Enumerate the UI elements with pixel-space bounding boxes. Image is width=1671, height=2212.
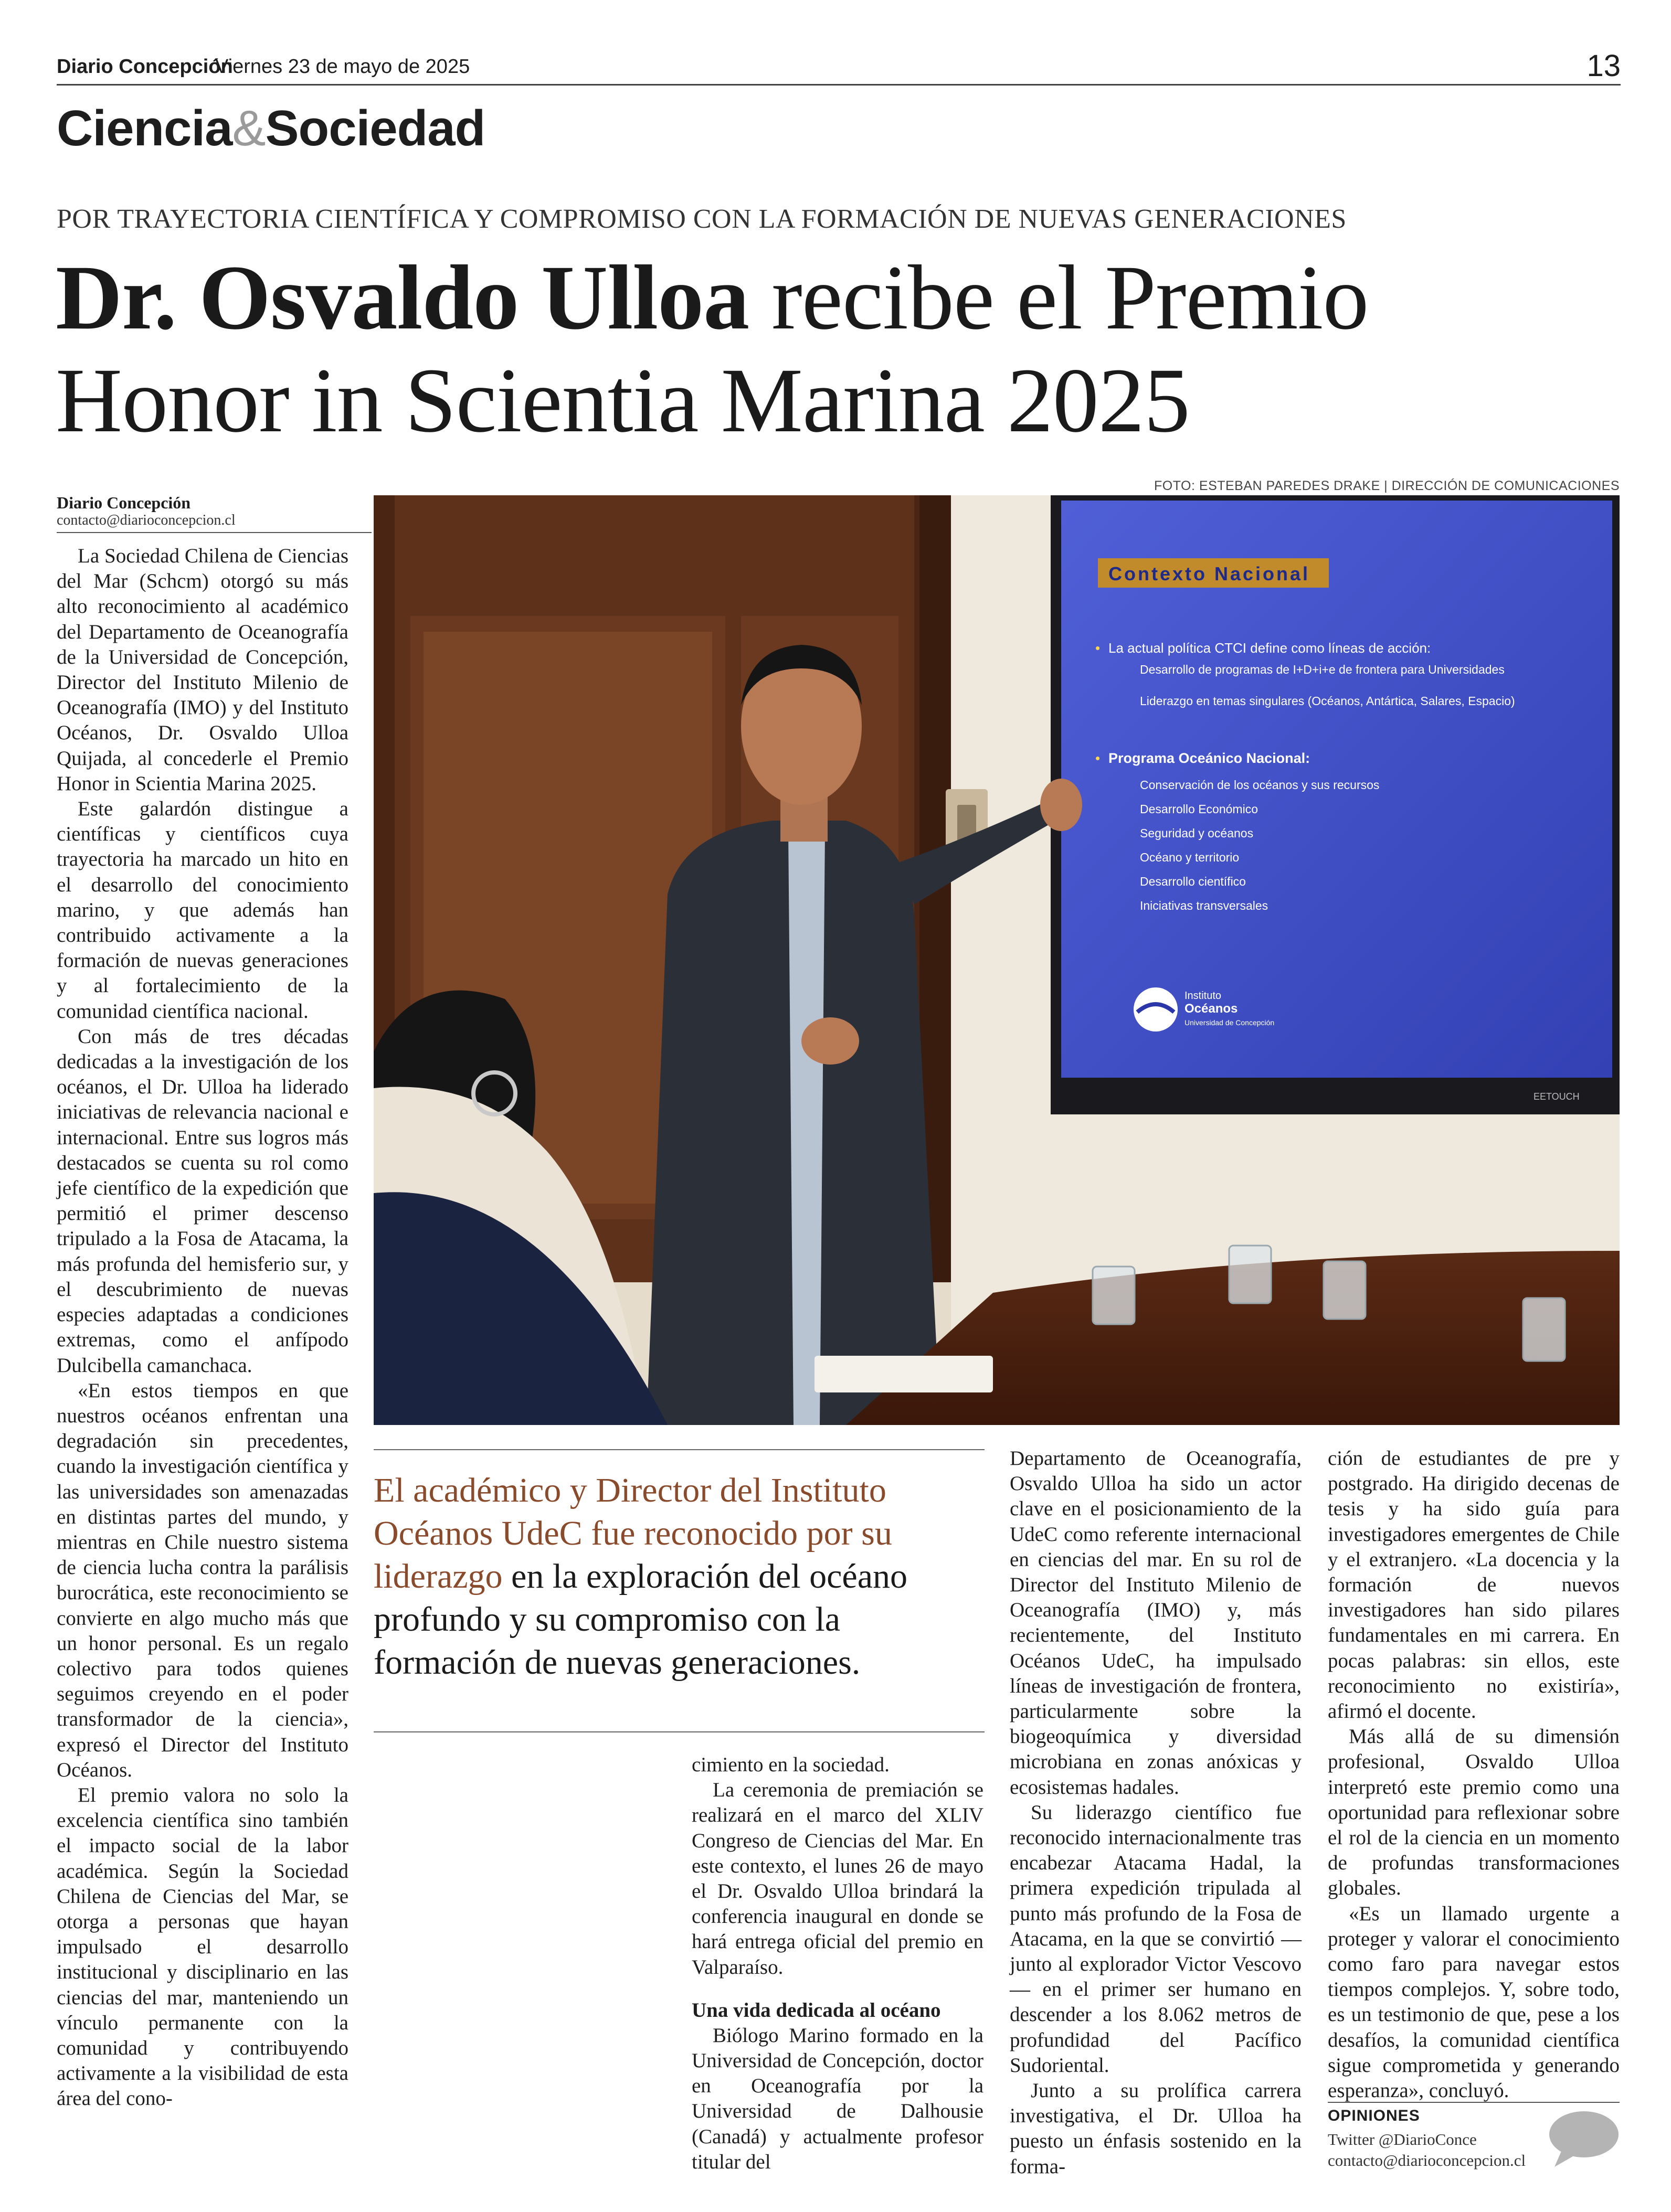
notebook (815, 1356, 993, 1392)
paragraph: Biólogo Marino formado en la Universidad de Concepción, doctor en Oceanografía por la Universidad de Dalhousie (Canadá) y actualmente profesor titular del (692, 2024, 983, 2173)
paragraph: «En estos tiempos en que nuestros océanos enfrentan una degradación sin precedentes, cuando la investigación científica y las universidades son amenazadas en distintas partes del mundo, y mientras en Chile nuestro sistema de ciencia lucha contra la parálisis burocrática, este reconocimiento se convierte en algo mucho más que un honor personal. Es un regalo colectivo para todos quienes seguimos creyendo en el poder transformador de la ciencia», expresó el Director del Instituto Océanos. (57, 1379, 348, 1781)
pullquote-highlight: El académico y Director del Instituto Océanos UdeC fue reconocido por su liderazgo (374, 1471, 892, 1596)
slide-intro: La actual política CTCI define como líneas de acción: (1108, 640, 1431, 656)
subheading: Una vida dedicada al océano (692, 1998, 941, 2022)
paragraph: La ceremonia de premiación se realizará en el marco del XLIV Congreso de Ciencias del Mar. En este contexto, el lunes 26 de mayo el Dr. Osvaldo Ulloa brindará la conferencia inaugural en donde se hará entrega oficial del premio en Valparaíso. (692, 1779, 983, 1979)
screen-brand: EETOUCH (1533, 1091, 1580, 1102)
body-column-1 (57, 544, 348, 2112)
article-kicker: POR TRAYECTORIA CIENTÍFICA Y COMPROMISO CON LA FORMACIÓN DE NUEVAS GENERACIONES (57, 204, 1347, 234)
page-number: 13 (1587, 49, 1621, 83)
body-column-4 (1328, 1446, 1620, 2103)
slide-program: Programa Oceánico Nacional: (1108, 750, 1310, 766)
article-headline (56, 247, 1604, 452)
paragraph: Departamento de Oceanografía, Osvaldo Ulloa ha sido un actor clave en el posicionamiento de la UdeC como referente internacional en ciencias del mar. En su rol de Director del Instituto Milenio de Oceanografía (IMO) y, más recientemente, del Instituto Océanos UdeC, ha impulsado líneas de investigación de frontera, particularmente sobre la biogeoquímica y diversidad microbiana en zonas anóxicas y ecosistemas hadales. (1010, 1447, 1302, 1799)
byline-email: contacto@diarioconcepcion.cl (57, 512, 236, 528)
section-label-amp: & (232, 100, 266, 156)
svg-text:•: • (1095, 640, 1101, 656)
issue-date: Viernes 23 de mayo de 2025 (215, 56, 470, 78)
paragraph: El premio valora no solo la excelencia científica sino también el impacto social de la labor académica. Según la Sociedad Chilena de Ciencias del Mar, se otorga a personas que hayan impulsado el desarrollo institucional y disciplinario en las ciencias del mar, manteniendo un vínculo permanente con la comunidad y contribuyendo activamente a la visibilidad de esta área del cono- (57, 1783, 348, 2110)
logo-line: Universidad de Concepción (1184, 1018, 1275, 1027)
header-divider (57, 84, 1621, 86)
opinions-divider (1328, 2102, 1620, 2103)
paragraph: Su liderazgo científico fue reconocido internacionalmente tras encabezar Atacama Hadal, la primera expedición tripulada al punto más profundo de la Fosa de Atacama, en la que se convirtió —junto al explorador Victor Vescovo— en el primer ser humano en descender a los 8.062 metros de profundidad del Pacífico Sudoriental. (1010, 1801, 1302, 2077)
headline-rest: recibe el Premio Honor in Scientia Marina 2025 (56, 247, 1369, 452)
body-column-2 (692, 1752, 983, 2175)
paragraph: cimiento en la sociedad. (692, 1753, 890, 1776)
opinions-email[interactable]: contacto@diarioconcepcion.cl (1328, 2151, 1526, 2170)
slide-item: Desarrollo de programas de I+D+i+e de frontera para Universidades (1140, 663, 1505, 676)
body-column-3 (1010, 1446, 1302, 2179)
byline-divider (57, 532, 372, 533)
slide-item: Océano y territorio (1140, 850, 1240, 864)
section-label (57, 100, 485, 157)
slide-item: Seguridad y océanos (1140, 826, 1254, 840)
svg-text:•: • (1095, 750, 1101, 766)
slide-item: Iniciativas transversales (1140, 899, 1268, 912)
paragraph: Junto a su prolífica carrera investigativa, el Dr. Ulloa ha puesto un énfasis sostenido en la forma- (1010, 2079, 1302, 2178)
article-photo (374, 495, 1620, 1425)
byline-name: Diario Concepción (57, 493, 191, 512)
opinions-title: OPINIONES (1328, 2107, 1420, 2124)
speech-bubble-icon (1547, 2109, 1621, 2168)
section-label-b: Sociedad (265, 100, 485, 156)
slide-item: Liderazgo en temas singulares (Océanos, Antártica, Salares, Espacio) (1140, 694, 1515, 708)
newspaper-name: Diario Concepción (57, 56, 233, 78)
paragraph: Con más de tres décadas dedicadas a la investigación de los océanos, el Dr. Ulloa ha liderado iniciativas de relevancia nacional e internacional. Entre sus logros más destacados se cuenta su rol como jefe científico de la expedición que permitió el primer descenso tripulado a la Fosa de Atacama, la más profunda del hemisferio sur, y el descubrimiento de nuevas especies adaptadas a condiciones extremas, como el anfípodo Dulcibella camanchaca. (57, 1025, 348, 1377)
pullquote-rest: en la exploración del océano profundo y su compromiso con la formación de nuevas generaciones. (374, 1557, 908, 1682)
paragraph: «Es un llamado urgente a proteger y valorar el conocimiento como faro para navegar estos tiempos complejos. Y, sobre todo, es un testimonio de que, pese a los desafíos, la comunidad científica sigue comprometida y generando esperanza», concluyó. (1328, 1902, 1620, 2102)
photo-credit: FOTO: ESTEBAN PAREDES DRAKE | DIRECCIÓN DE COMUNICACIONES (1154, 478, 1620, 493)
paragraph: Este galardón distingue a científicas y científicos cuya trayectoria ha marcado un hito en el desarrollo del conocimiento marino, y que además han contribuido activamente a la formación de nuevas generaciones y al fortalecimiento de la comunidad científica nacional. (57, 797, 348, 1023)
paragraph: La Sociedad Chilena de Ciencias del Mar (Schcm) otorgó su más alto reconocimiento al académico del Departamento de Oceanografía de la Universidad de Concepción, Director del Instituto Milenio de Oceanografía (IMO) y del Instituto Océanos, Dr. Osvaldo Ulloa Quijada, al concederle el Premio Honor in Scientia Marina 2025. (57, 545, 348, 795)
pullquote (374, 1469, 972, 1684)
logo-line: Instituto (1184, 990, 1222, 1002)
pullquote-divider-bottom (374, 1731, 985, 1732)
headline-bold: Dr. Osvaldo Ulloa (56, 247, 749, 349)
paragraph: Más allá de su dimensión profesional, Osvaldo Ulloa interpretó este premio como una oportunidad para reflexionar sobre el rol de la ciencia en un momento de profundas transformaciones globales. (1328, 1725, 1620, 1900)
opinions-twitter[interactable]: Twitter @DiarioConce (1328, 2130, 1477, 2149)
logo-line: Océanos (1184, 1002, 1238, 1016)
slide-item: Desarrollo científico (1140, 875, 1246, 888)
pullquote-divider-top (374, 1449, 985, 1450)
slide-item: Desarrollo Económico (1140, 802, 1258, 816)
photo-illustration (374, 495, 1620, 1425)
slide-item: Conservación de los océanos y sus recursos (1140, 778, 1380, 792)
slide-title: Contexto Nacional (1108, 563, 1310, 584)
paragraph: ción de estudiantes de pre y postgrado. Ha dirigido decenas de tesis y ha sido guía para investigadores emergentes de Chile y el extranjero. «La docencia y la formación de nuevos investigadores han sido pilares fundamentales en mi carrera. En pocas palabras: sin ellos, este reconocimiento no existiría», afirmó el docente. (1328, 1447, 1620, 1723)
section-label-a: Ciencia (57, 100, 232, 156)
